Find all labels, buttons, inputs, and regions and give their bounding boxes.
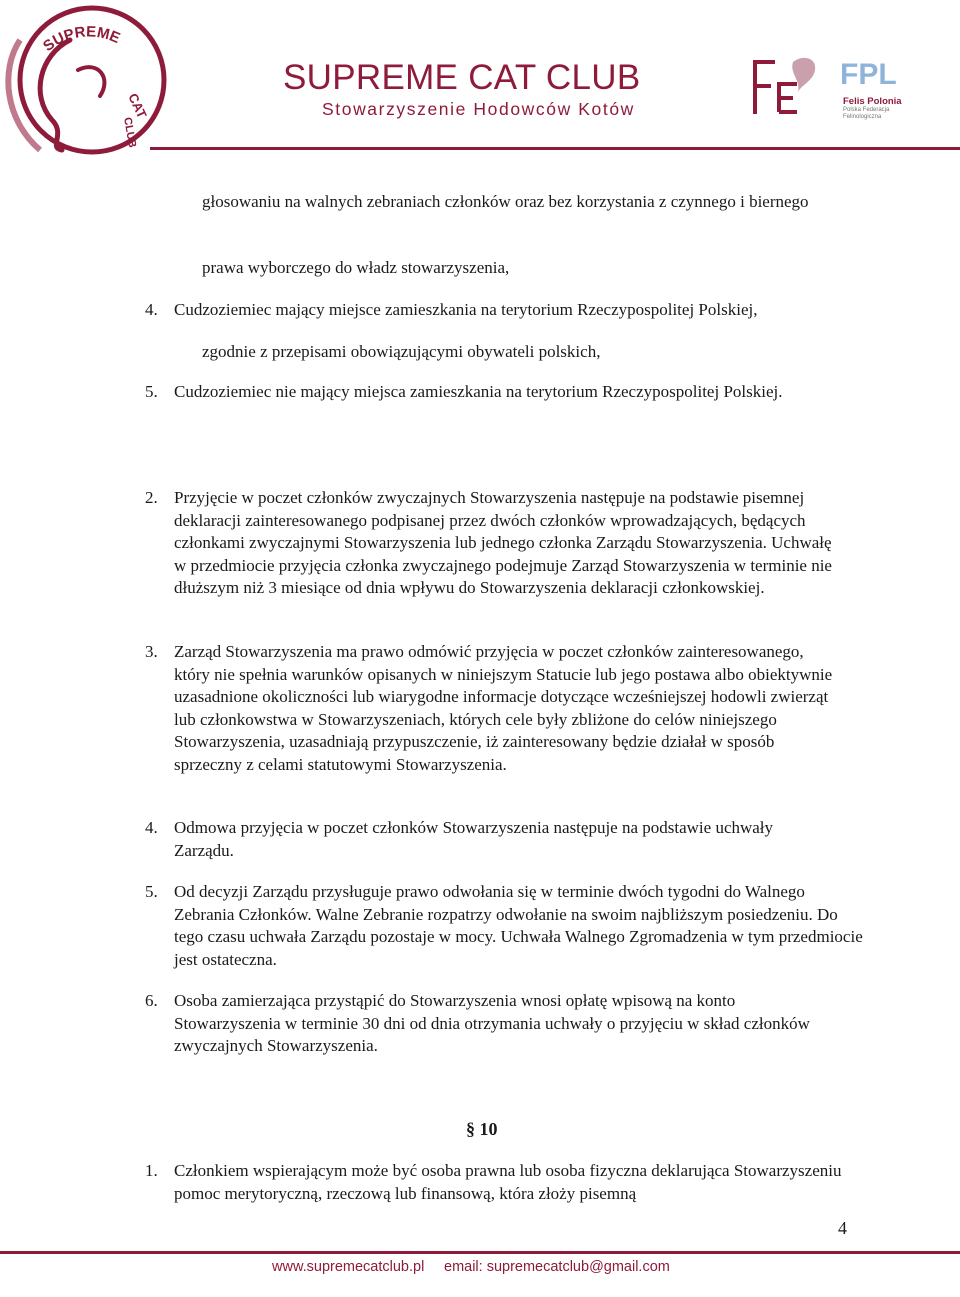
list-item-text: Cudzoziemiec mający miejsce zamieszkania na terytorium Rzeczypospolitej Polskiej, <box>174 300 758 319</box>
svg-text:SUPREME: SUPREME <box>40 23 123 56</box>
list-number: 2. <box>145 488 158 507</box>
list-number: 6. <box>145 991 158 1010</box>
list-number: 4. <box>145 818 158 837</box>
club-subtitle: Stowarzyszenie Hodowców Kotów <box>322 99 635 119</box>
list-item-text: Cudzoziemiec nie mający miejsca zamieszkania na terytorium Rzeczypospolitej Polskiej. <box>174 382 783 401</box>
paragraph-continuation: głosowaniu na walnych zebraniach członków oraz bez korzystania z czynnego i biernego <box>202 192 809 211</box>
list-number: 3. <box>145 642 158 661</box>
page-number: 4 <box>838 1218 847 1238</box>
club-title: SUPREME CAT CLUB <box>283 58 641 97</box>
header-divider <box>150 147 960 150</box>
fpl-name: Felis Polonia <box>843 96 902 107</box>
list-item-continuation: zgodnie z przepisami obowiązującymi obywateli polskich, <box>202 342 601 361</box>
paragraph-continuation: prawa wyborczego do władz stowarzyszenia, <box>202 258 510 277</box>
footer-divider <box>0 1251 960 1254</box>
numbered-paragraph: Odmowa przyjęcia w poczet członków Stowarzyszenia następuje na podstawie uchwały Zarządu. <box>174 818 774 860</box>
numbered-paragraph: Osoba zamierzająca przystąpić do Stowarzyszenia wnosi opłatę wpisową na konto Stowarzyszenia w terminie 30 dni od dnia otrzymania uchwały o przyjęciu w skład członków zwyczajnych Stowarzyszenia. <box>174 991 810 1055</box>
numbered-paragraph: Od decyzji Zarządu przysługuje prawo odwołania się w terminie dwóch tygodni do Walnego Zebrania Członków. Walne Zebranie rozpatrzy odwołanie na swoim najbliższym posiedzeniu. Do tego czasu uchwała Zarządu pozostaje w mocy. Uchwała Walnego Zgromadzenia w tym przedmiocie jest ostateczna. <box>174 882 863 969</box>
footer-website-link[interactable]: www.supremecatclub.pl <box>272 1259 425 1275</box>
section-heading: § 10 <box>466 1119 498 1139</box>
numbered-paragraph: Przyjęcie w poczet członków zwyczajnych Stowarzyszenia następuje na podstawie pisemnej deklaracji zainteresowanego podpisanej przez dwóch członków wprowadzających, będących członkami zwyczajnymi Stowarzyszenia lub jednego członka Zarządu Stowarzyszenia. Uchwałę w przedmiocie przyjęcia członka zwyczajnego podejmuje Zarząd Stowarzyszenia w terminie nie dłuższym niż 3 miesiące od dnia wpływu do Stowarzyszenia deklaracji członkowskiej. <box>174 488 832 597</box>
supreme-cat-club-logo-icon <box>0 0 180 165</box>
list-number: 5. <box>145 382 158 401</box>
list-number: 1. <box>145 1161 158 1180</box>
numbered-paragraph: Zarząd Stowarzyszenia ma prawo odmówić przyjęcia w poczet członków zainteresowanego, który nie spełnia warunków opisanych w niniejszym Statucie lub jego postawa albo obiektywnie uzasadnione okoliczności lub wiarygodne informacje dotyczące wcześniejszej hodowli zwierząt lub członkowstwa w Stowarzyszeniach, których cele były zbliżone do celów niniejszego Stowarzyszenia, uzasadniają przypuszczenie, iż zainteresowany będzie działał w sposób sprzeczny z celami statutowymi Stowarzyszenia. <box>174 642 833 774</box>
numbered-paragraph: Członkiem wspierającym może być osoba prawna lub osoba fizyczna deklarująca Stowarzyszeniu pomoc merytoryczną, rzeczową lub finansową, która złoży pisemną <box>174 1161 842 1203</box>
svg-text:CAT: CAT <box>125 90 150 121</box>
svg-text:CLUB: CLUB <box>121 116 139 149</box>
footer-email-link[interactable]: email: supremecatclub@gmail.com <box>444 1259 670 1275</box>
list-number: 4. <box>145 300 158 319</box>
list-number: 5. <box>145 882 158 901</box>
svg-text:FPL: FPL <box>840 58 897 91</box>
fife-logo-icon <box>745 52 825 122</box>
fpl-subtitle: Polska Federacja Felinologiczna <box>843 107 890 120</box>
